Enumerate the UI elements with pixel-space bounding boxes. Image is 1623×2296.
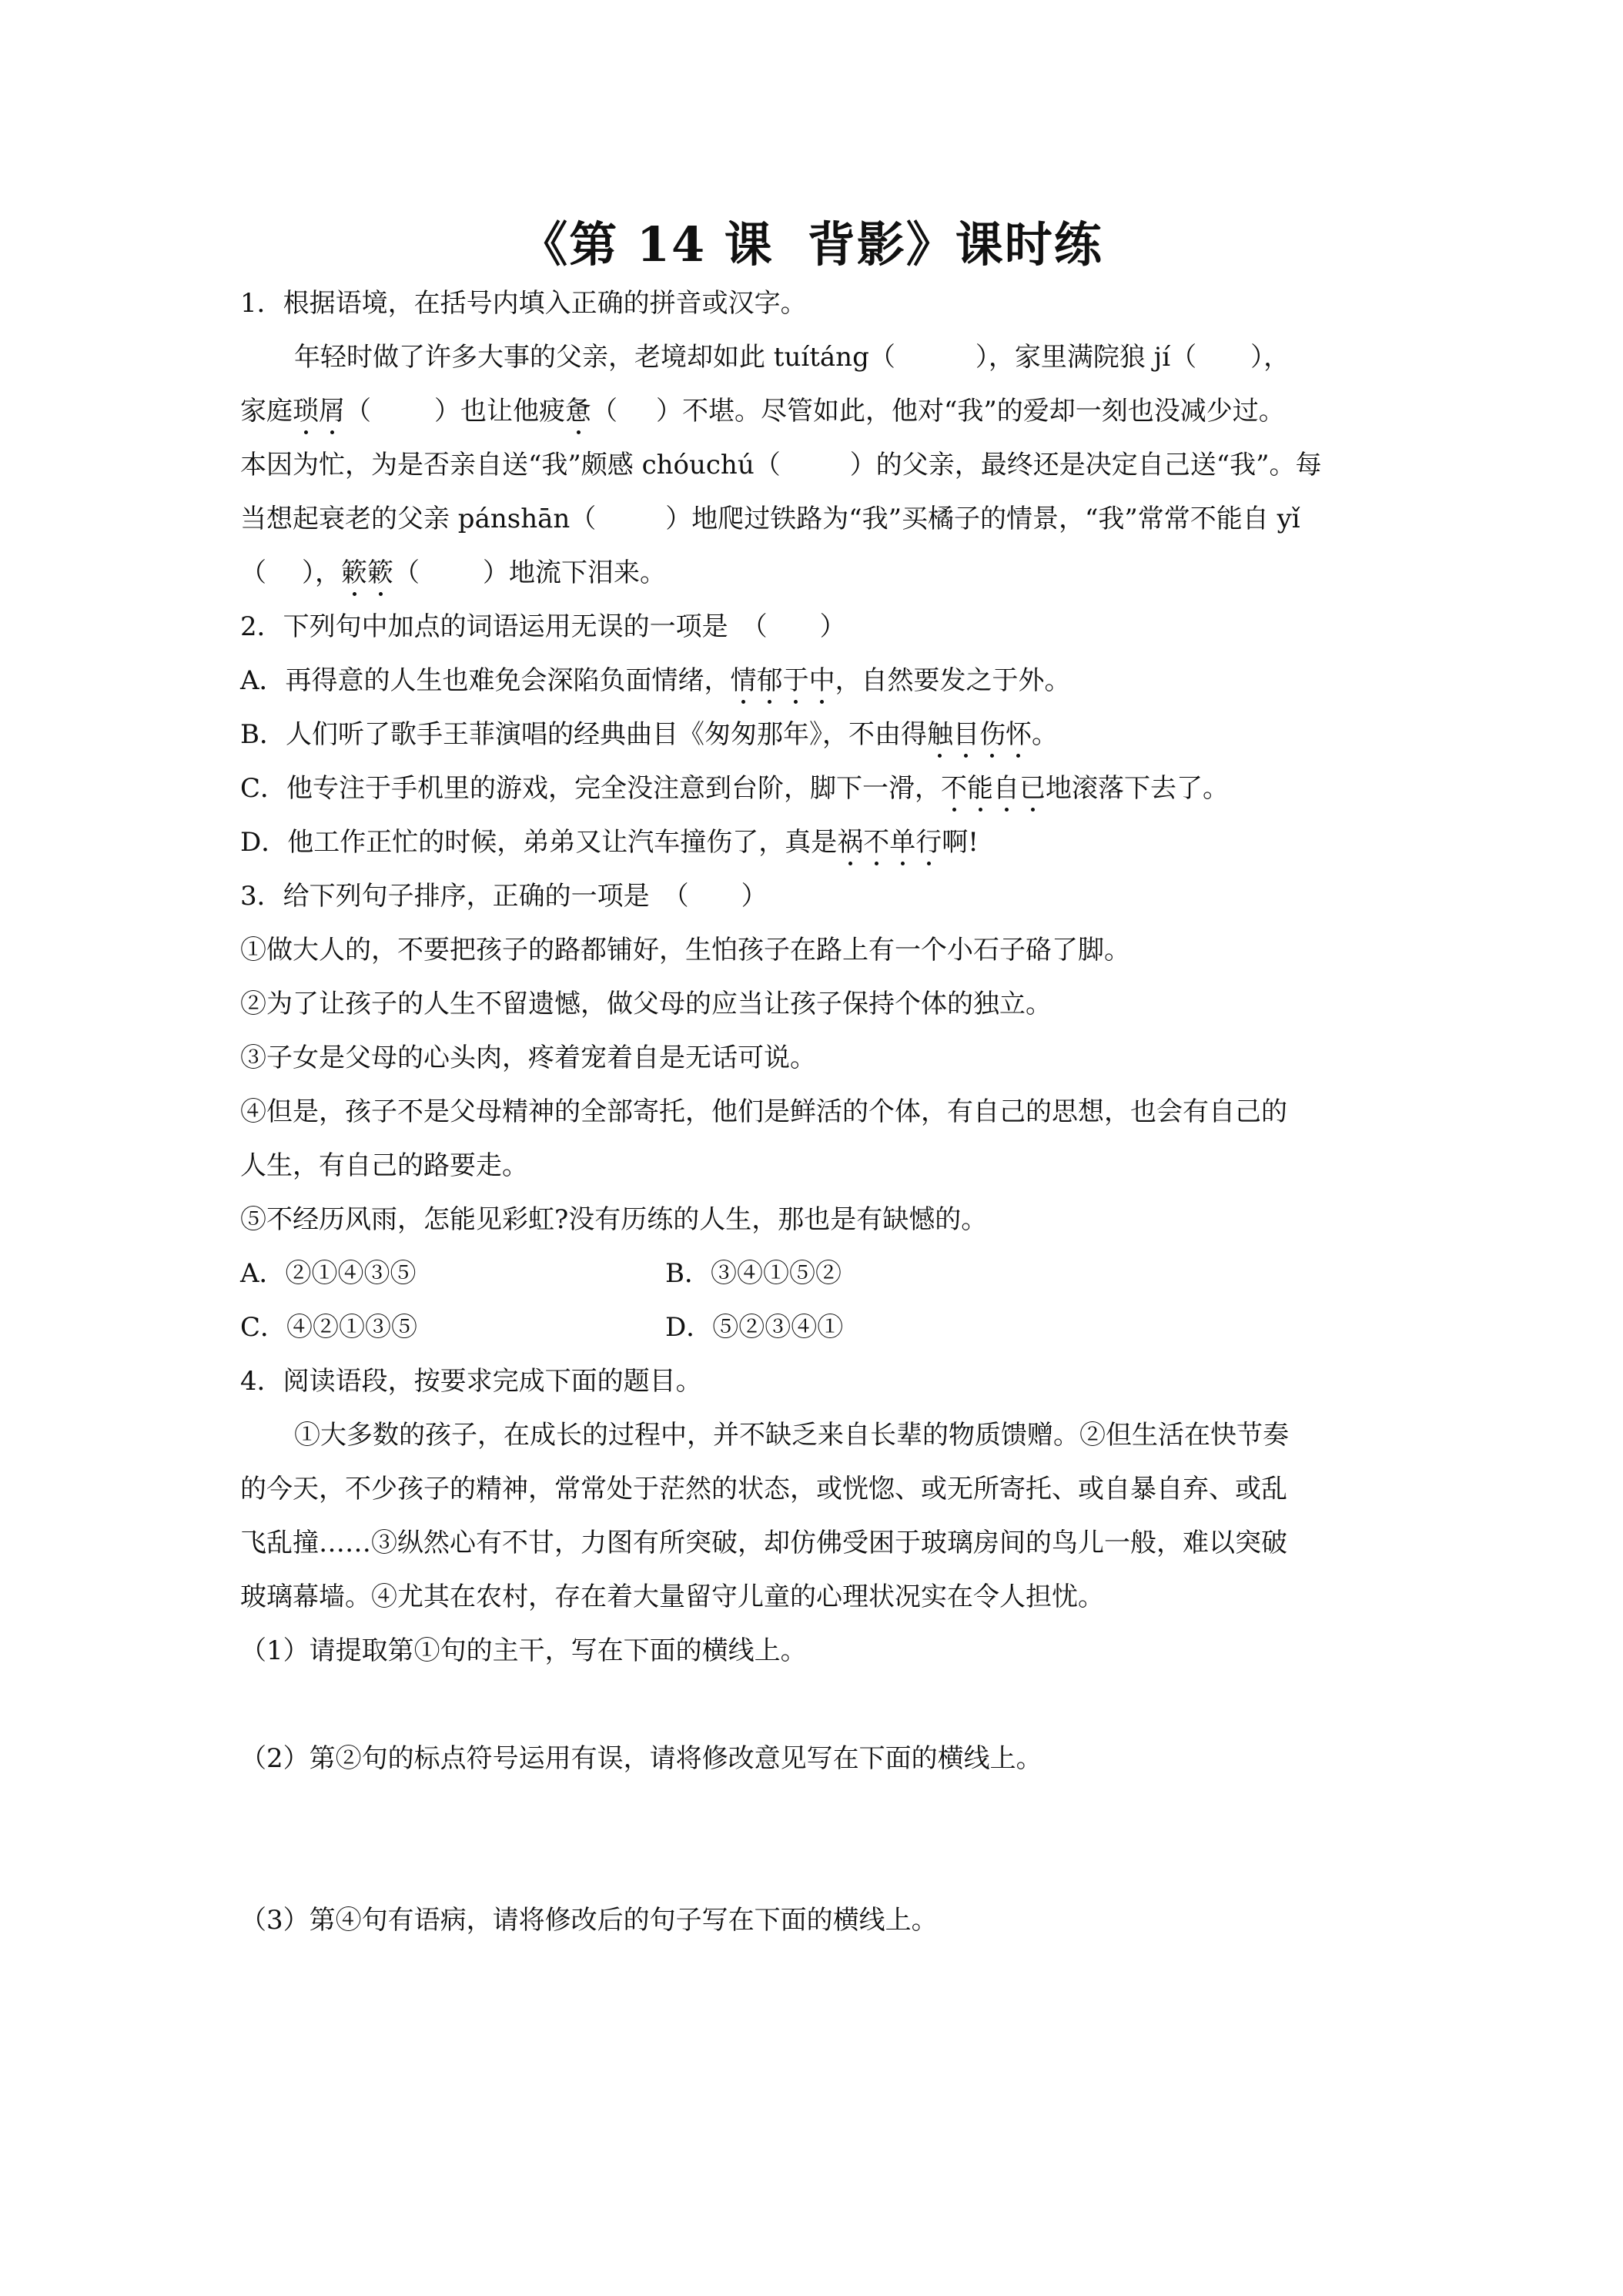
dotted-char: 不 xyxy=(941,773,968,804)
q1-stem: 1．根据语境，在括号内填入正确的拼音或汉字。 xyxy=(240,288,807,319)
q3-sentence-3: ③子女是父母的心头肉，疼着宠着自是无话可说。 xyxy=(240,1043,816,1073)
q3-sentence-2: ②为了让孩子的人生不留遗憾，做父母的应当让孩子保持个体的独立。 xyxy=(240,989,1052,1019)
q1-passage-line-4 xyxy=(240,504,1395,534)
q4-passage-line-2: 的今天，不少孩子的精神，常常处于茫然的状态，或恍惚、或无所寄托、或自暴自弃、或乱 xyxy=(240,1474,1287,1504)
dotted-char: 能 xyxy=(967,773,994,804)
q1-passage-line-1 xyxy=(240,342,1449,373)
q1-l2-b: （ xyxy=(345,396,371,427)
dotted-char: 祸 xyxy=(837,827,864,858)
q1-l2-d: （ xyxy=(591,396,617,427)
q1-l2-e: ）不堪。尽管如此，他对“我”的爱却一刻也没减少过。 xyxy=(656,396,1285,427)
q1-l3-a: 本因为忙，为是否亲自送“我”颇感 chóuchú（ xyxy=(240,450,781,480)
q3-options-row-2 xyxy=(240,1312,1395,1343)
q3-sentence-4b: 人生，有自己的路要走。 xyxy=(240,1150,528,1181)
q1-l2-c: ）也让他疲 xyxy=(434,396,565,427)
q4-passage-line-4: 玻璃幕墙。④尤其在农村，存在着大量留守儿童的心理状况实在令人担忧。 xyxy=(240,1581,1104,1612)
q2-option-b xyxy=(240,719,1395,750)
dotted-char: 于 xyxy=(782,665,809,696)
q2-c-post: 地滚落下去了。 xyxy=(1046,773,1230,804)
q3-sentence-1: ①做大人的，不要把孩子的路都铺好，生怕孩子在路上有一个小石子硌了脚。 xyxy=(240,935,1130,966)
q2-option-a xyxy=(240,665,1395,696)
q2-b-post: 。 xyxy=(1031,719,1058,750)
q2-stem: 2．下列句中加点的词语运用无误的一项是 （ ） xyxy=(240,611,846,642)
q2-d-pre: D．他工作正忙的时候，弟弟又让汽车撞伤了，真是 xyxy=(240,827,838,858)
q3-option-c: C．④②①③⑤ xyxy=(240,1312,418,1343)
dotted-char: 不 xyxy=(863,827,890,858)
dotted-char: 自 xyxy=(993,773,1020,804)
dotted-char: 郁 xyxy=(756,665,783,696)
q1-passage-line-3 xyxy=(240,450,1395,480)
q1-l1-c: ）， xyxy=(1250,342,1290,373)
q2-option-c xyxy=(240,773,1395,804)
q1-l4-b: ）地爬过铁路为“我”买橘子的情景，“我”常常不能自 yǐ xyxy=(665,504,1300,534)
q1-passage-line-5 xyxy=(240,557,1395,588)
q3-option-d: D．⑤②③④① xyxy=(665,1312,844,1343)
q2-c-pre: C．他专注于手机里的游戏，完全没注意到台阶，脚下一滑， xyxy=(240,773,942,804)
q1-l5-b: ）， xyxy=(302,557,341,588)
q4-subquestion-3: （3）第④句有语病，请将修改后的句子写在下面的横线上。 xyxy=(240,1905,938,1936)
q1-l5-c: （ xyxy=(393,557,420,588)
dotted-char: 行 xyxy=(915,827,942,858)
q3-stem: 3．给下列句子排序，正确的一项是 （ ） xyxy=(240,881,768,912)
dotted-char: 簌 xyxy=(367,557,393,588)
q4-passage-line-1: ①大多数的孩子，在成长的过程中，并不缺乏来自长辈的物质馈赠。②但生活在快节奏 xyxy=(294,1420,1289,1451)
q2-option-d xyxy=(240,827,1395,858)
q4-stem: 4．阅读语段，按要求完成下面的题目。 xyxy=(240,1366,702,1397)
dotted-char: 簌 xyxy=(341,557,367,588)
q1-l1-b: ），家里满院狼 jí（ xyxy=(975,342,1197,373)
title-part-1: 《第 14 课 xyxy=(520,216,774,273)
dotted-char: 屑 xyxy=(319,396,345,427)
q3-sentence-4a: ④但是，孩子不是父母精神的全部寄托，他们是鲜活的个体，有自己的思想，也会有自己的 xyxy=(240,1096,1287,1127)
q2-d-post: 啊! xyxy=(942,827,979,858)
dotted-char: 目 xyxy=(952,719,979,750)
q1-l5-d: ）地流下泪来。 xyxy=(483,557,666,588)
title-part-2: 背影》课时练 xyxy=(807,216,1103,273)
q4-subquestion-2: （2）第②句的标点符号运用有误，请将修改意见写在下面的横线上。 xyxy=(240,1743,1042,1774)
dotted-char: 触 xyxy=(926,719,953,750)
dotted-char: 怀 xyxy=(1005,719,1032,750)
q4-passage-line-3: 飞乱撞……③纵然心有不甘，力图有所突破，却仿佛受困于玻璃房间的鸟儿一般，难以突破 xyxy=(240,1528,1287,1558)
q2-a-pre: A．再得意的人生也难免会深陷负面情绪， xyxy=(240,665,731,696)
q1-l2-a: 家庭 xyxy=(240,396,293,427)
q1-l4-a: 当想起衰老的父亲 pánshān（ xyxy=(240,504,597,534)
dotted-char: 伤 xyxy=(979,719,1006,750)
q1-l3-b: ）的父亲，最终还是决定自己送“我”。每 xyxy=(849,450,1322,480)
dotted-char: 单 xyxy=(889,827,916,858)
dotted-char: 中 xyxy=(808,665,835,696)
q3-option-b: B．③④①⑤② xyxy=(665,1258,842,1289)
q1-l1-a: 年轻时做了许多大事的父亲，老境却如此 tuítáng（ xyxy=(294,342,895,373)
q3-option-a: A．②①④③⑤ xyxy=(240,1258,417,1289)
q4-subquestion-1: （1）请提取第①句的主干，写在下面的横线上。 xyxy=(240,1635,807,1666)
q1-passage-line-2 xyxy=(240,396,1395,427)
q1-l5-a: （ xyxy=(240,557,266,588)
page-title xyxy=(0,206,1623,275)
q2-b-pre: B．人们听了歌手王菲演唱的经典曲目《匆匆那年》，不由得 xyxy=(240,719,927,750)
dotted-char: 惫 xyxy=(565,396,591,427)
q3-sentence-5: ⑤不经历风雨，怎能见彩虹?没有历练的人生，那也是有缺憾的。 xyxy=(240,1204,988,1235)
dotted-char: 已 xyxy=(1019,773,1046,804)
q3-options-row-1 xyxy=(240,1258,1395,1289)
dotted-char: 情 xyxy=(730,665,757,696)
q2-a-post: ，自然要发之于外。 xyxy=(835,665,1071,696)
dotted-char: 琐 xyxy=(293,396,319,427)
